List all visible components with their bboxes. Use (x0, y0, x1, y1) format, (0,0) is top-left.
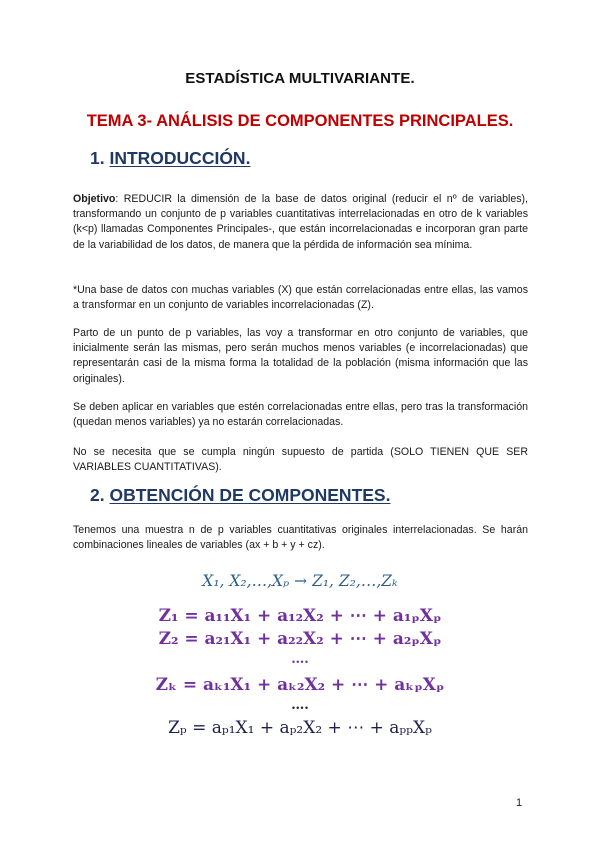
equation-zp: Zₚ = aₚ₁X₁ + aₚ₂X₂ + ⋯ + aₚₚXₚ (168, 718, 432, 738)
section-title: INTRODUCCIÓN. (109, 148, 251, 168)
topic-title: TEMA 3- ANÁLISIS DE COMPONENTES PRINCIPALES. (86, 112, 514, 130)
equation-z1: Z₁ = a₁₁X₁ + a₁₂X₂ + ⋯ + a₁ₚXₚ (158, 606, 442, 626)
objetivo-text: : REDUCIR la dimensión de la base de datos original (reducir el nº de variables), transformando un conjunto de p variables cuantitativas interrelacionadas en otro de k variables (k<p) llamadas Componentes Principales-, que están incorrelacionadas e incorporan gran parte de la variabilidad de los datos, de manera que la pérdida de información sea mínima. (73, 193, 528, 251)
section-heading-introduccion (90, 148, 250, 169)
paragraph: Se deben aplicar en variables que estén correlacionadas entre ellas, pero tras la transformación (quedan menos variables) ya no estarán correlacionadas. (73, 401, 528, 429)
section-number: 2. (90, 485, 110, 505)
paragraph-objetivo (73, 192, 528, 253)
paragraph: Parto de un punto de p variables, las voy a transformar en otro conjunto de variables, que inicialmente serán las mismas, pero serán muchos menos variables (e incorrelacionadas) que representarán casi de la misma forma la totalidad de la población (misma información que las originales). (73, 327, 528, 385)
paragraph: *Una base de datos con muchas variables (X) que están correlacionadas entre ellas, las vamos a transformar en un conjunto de variables incorrelacionadas (Z). (73, 284, 528, 312)
paragraph: No se necesita que se cumpla ningún supuesto de partida (SOLO TIENEN QUE SER VARIABLES CUANTITATIVAS). (73, 446, 528, 474)
equation-ellipsis: …. (291, 652, 309, 667)
section-number: 1. (90, 148, 110, 168)
section-title: OBTENCIÓN DE COMPONENTES. (109, 485, 391, 505)
equation-z2: Z₂ = a₂₁X₁ + a₂₂X₂ + ⋯ + a₂ₚXₚ (158, 629, 442, 649)
equation-ellipsis: …. (291, 698, 309, 713)
paragraph: Tenemos una muestra n de p variables cuantitativas originales interrelacionadas. Se harán combinaciones lineales de variables (ax + b + y + cz). (73, 524, 528, 552)
section-heading-obtencion (90, 485, 390, 506)
equation-zk: Zₖ = aₖ₁X₁ + aₖ₂X₂ + ⋯ + aₖₚXₚ (155, 675, 445, 695)
objetivo-label: Objetivo (73, 193, 116, 205)
main-title: ESTADÍSTICA MULTIVARIANTE. (185, 70, 415, 87)
page-number: 1 (516, 797, 523, 809)
equation-transformation: X₁, X₂,…,Xₚ → Z₁, Z₂,…,Zₖ (202, 572, 398, 590)
